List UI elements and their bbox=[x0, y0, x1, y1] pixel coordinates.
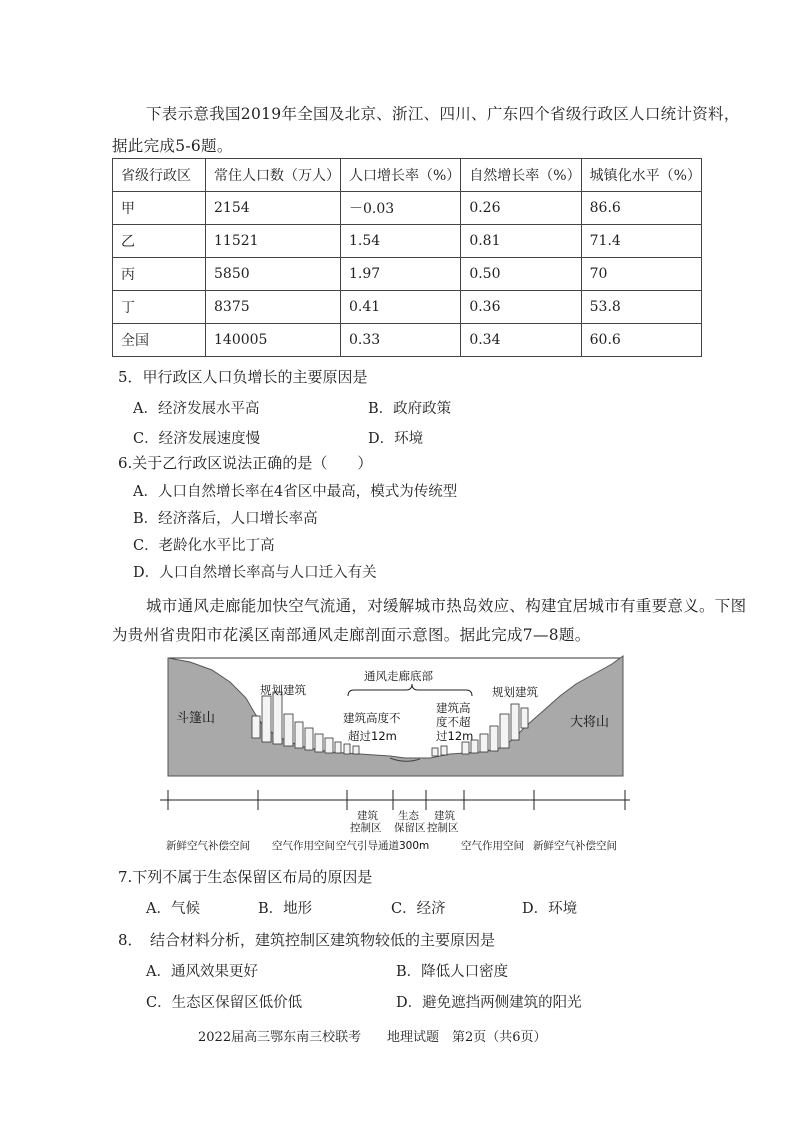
ventilation-corridor-diagram bbox=[150, 650, 640, 865]
table-cell: 0.36 bbox=[461, 291, 581, 324]
table-cell: 0.41 bbox=[341, 291, 461, 324]
table-cell: 0.34 bbox=[461, 324, 581, 357]
table-cell: 乙 bbox=[113, 225, 206, 258]
label-air-guide-channel: 空气引导通道300m bbox=[336, 840, 430, 852]
question-5-stem: 5．甲行政区人口负增长的主要原因是 bbox=[118, 368, 368, 386]
table-header-row bbox=[113, 159, 702, 192]
intro2-paragraph-line1: 城市通风走廊能加快空气流通，对缓解城市热岛效应、构建宜居城市有重要意义。下图 bbox=[146, 597, 747, 615]
table-cell: 0.81 bbox=[461, 225, 581, 258]
table-cell: 全国 bbox=[113, 324, 206, 357]
question-5-option-d[interactable]: D．环境 bbox=[368, 431, 424, 447]
table-cell: 11521 bbox=[206, 225, 341, 258]
label-control-zone-left-1: 建筑 bbox=[357, 810, 378, 822]
table-row bbox=[113, 291, 702, 324]
table-row bbox=[113, 192, 702, 225]
table-cell: －0.03 bbox=[341, 192, 461, 225]
label-corridor-bottom: 通风走廊底部 bbox=[364, 669, 433, 683]
table-cell: 140005 bbox=[206, 324, 341, 357]
question-8-option-c[interactable]: C．生态区保留区低价低 bbox=[146, 995, 303, 1011]
table-header-cell: 自然增长率（%） bbox=[461, 159, 581, 192]
question-6-option-c[interactable]: C．老龄化水平比丁高 bbox=[133, 538, 275, 554]
table-header-cell: 省级行政区 bbox=[113, 159, 206, 192]
question-6-option-a[interactable]: A．人口自然增长率在4省区中最高，模式为传统型 bbox=[133, 484, 458, 500]
label-control-zone-right-1: 建筑 bbox=[434, 810, 455, 822]
label-right-mountain: 大将山 bbox=[570, 715, 610, 730]
label-fresh-air-right: 新鲜空气补偿空间 bbox=[533, 840, 617, 852]
label-height-limit-left-2: 超过12m bbox=[348, 729, 397, 743]
question-7-option-c[interactable]: C．经济 bbox=[391, 901, 446, 917]
table-cell: 2154 bbox=[206, 192, 341, 225]
question-8-option-b[interactable]: B．降低人口密度 bbox=[396, 964, 509, 980]
table-header-cell: 城镇化水平（%） bbox=[581, 159, 701, 192]
label-fresh-air-left: 新鲜空气补偿空间 bbox=[166, 840, 250, 852]
question-7-option-d[interactable]: D．环境 bbox=[522, 901, 578, 917]
label-height-limit-right-1: 建筑高 bbox=[436, 701, 471, 715]
table-cell: 86.6 bbox=[581, 192, 701, 225]
question-5-option-a[interactable]: A．经济发展水平高 bbox=[133, 401, 260, 417]
label-planned-right: 规划建筑 bbox=[492, 685, 538, 699]
question-5-option-b[interactable]: B．政府政策 bbox=[368, 401, 452, 417]
intro2-paragraph-line2: 为贵州省贵阳市花溪区南部通风走廊剖面示意图。据此完成7—8题。 bbox=[112, 626, 591, 644]
table-cell: 0.50 bbox=[461, 258, 581, 291]
table-header-cell: 人口增长率（%） bbox=[341, 159, 461, 192]
label-air-space-right: 空气作用空间 bbox=[461, 840, 524, 852]
footer-subject: 地理试题 bbox=[387, 1030, 440, 1045]
table-cell: 60.6 bbox=[581, 324, 701, 357]
intro-paragraph-line1: 下表示意我国2019年全国及北京、浙江、四川、广东四个省级行政区人口统计资料， bbox=[146, 105, 740, 123]
question-7-option-a[interactable]: A．气候 bbox=[146, 901, 200, 917]
table-cell: 丁 bbox=[113, 291, 206, 324]
label-eco-zone-1: 生态 bbox=[398, 810, 419, 822]
question-6-stem: 6.关于乙行政区说法正确的是（ ） bbox=[118, 454, 373, 472]
table-cell: 71.4 bbox=[581, 225, 701, 258]
label-control-zone-right-2: 控制区 bbox=[427, 822, 459, 834]
table-cell: 5850 bbox=[206, 258, 341, 291]
table-row bbox=[113, 225, 702, 258]
corridor-bracket bbox=[348, 684, 472, 696]
population-table bbox=[112, 158, 702, 357]
table-cell: 53.8 bbox=[581, 291, 701, 324]
question-6-option-d[interactable]: D．人口自然增长率高与人口迁入有关 bbox=[133, 565, 377, 581]
question-8-option-a[interactable]: A．通风效果更好 bbox=[146, 964, 258, 980]
label-control-zone-left-2: 控制区 bbox=[350, 822, 382, 834]
footer-exam-name: 2022届高三鄂东南三校联考 bbox=[198, 1030, 362, 1045]
table-cell: 丙 bbox=[113, 258, 206, 291]
label-height-limit-right-2: 度不超 bbox=[436, 715, 471, 729]
table-row bbox=[113, 258, 702, 291]
question-8-stem: 8． 结合材料分析，建筑控制区建筑物较低的主要原因是 bbox=[118, 931, 496, 949]
label-eco-zone-2: 保留区 bbox=[394, 822, 426, 834]
label-planned-left: 规划建筑 bbox=[260, 683, 306, 697]
table-cell: 甲 bbox=[113, 192, 206, 225]
label-air-space-left: 空气作用空间 bbox=[272, 840, 335, 852]
table-cell: 0.26 bbox=[461, 192, 581, 225]
table-cell: 0.33 bbox=[341, 324, 461, 357]
table-cell: 1.97 bbox=[341, 258, 461, 291]
table-cell: 1.54 bbox=[341, 225, 461, 258]
question-8-option-d[interactable]: D．避免遮挡两侧建筑的阳光 bbox=[396, 995, 582, 1011]
label-left-mountain: 斗篷山 bbox=[176, 711, 216, 726]
label-height-limit-right-3: 过12m bbox=[436, 729, 474, 743]
table-cell: 70 bbox=[581, 258, 701, 291]
question-5-option-c[interactable]: C．经济发展速度慢 bbox=[133, 431, 261, 447]
question-6-option-b[interactable]: B．经济落后，人口增长率高 bbox=[133, 511, 318, 527]
intro-paragraph-line2: 据此完成5-6题。 bbox=[112, 137, 233, 155]
table-header-cell: 常住人口数（万人） bbox=[206, 159, 341, 192]
footer-page-number: 第2页（共6页） bbox=[452, 1030, 547, 1045]
question-7-option-b[interactable]: B．地形 bbox=[258, 901, 313, 917]
table-row bbox=[113, 324, 702, 357]
table-cell: 8375 bbox=[206, 291, 341, 324]
label-height-limit-left-1: 建筑高度不 bbox=[343, 711, 401, 725]
question-7-stem: 7.下列不属于生态保留区布局的原因是 bbox=[118, 868, 373, 886]
